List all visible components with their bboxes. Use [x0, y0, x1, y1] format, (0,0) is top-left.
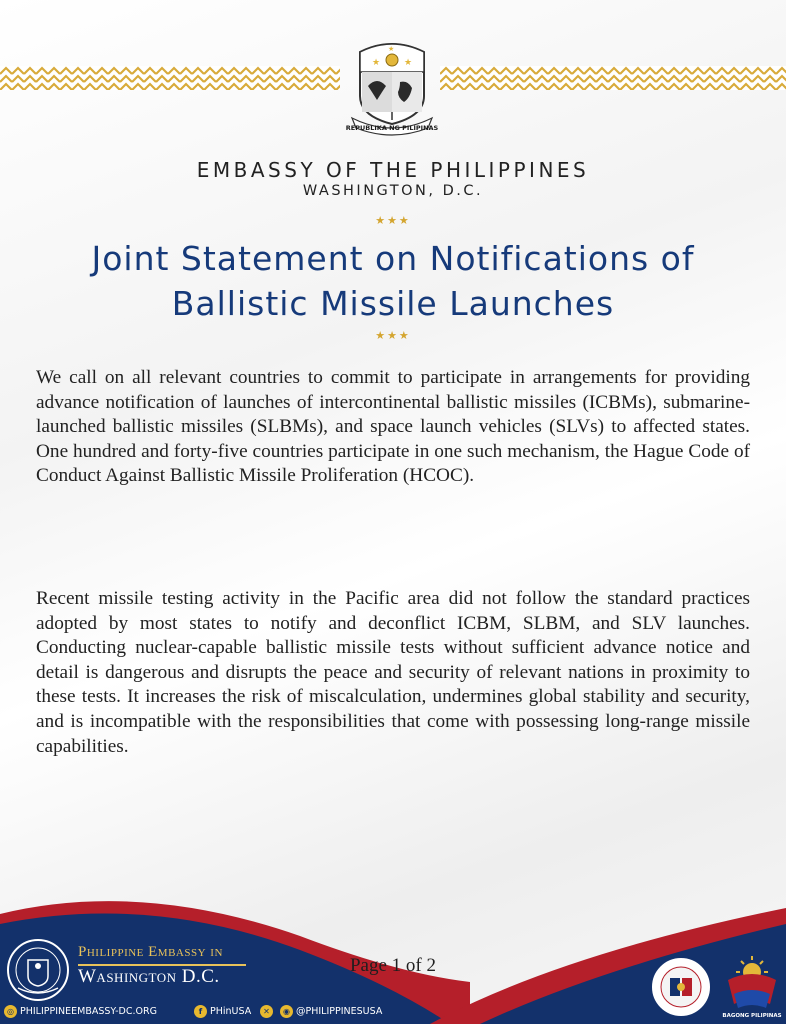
body-paragraph-1: We call on all relevant countries to commit to participate in arrangements for providing advance notification of launches of intercontinental ballistic missiles (ICBMs), submarine-launched ballistic missiles (SLBMs), and space launch vehicles (SLVs) to affected states. One hundred and forty-five countries participate in one such mechanism, the Hague Code of Conduct Against Ballistic Missile Proliferation (HCOC). [36, 367, 750, 487]
svg-text:★: ★ [372, 57, 381, 67]
embassy-seal-icon [6, 938, 70, 1002]
facebook-handle: PHinUSA [210, 1005, 252, 1017]
website-link[interactable] [4, 1003, 157, 1019]
title-line-1: Joint Statement on Notifications of [91, 239, 695, 278]
x-icon: ✕ [260, 1005, 273, 1018]
embassy-name: EMBASSY OF THE PHILIPPINES [196, 158, 590, 182]
bagong-pilipinas-logo [722, 954, 782, 1020]
instagram-icon: ◉ [280, 1005, 293, 1018]
footer-org-line-1: Philippine Embassy in [78, 944, 223, 960]
facebook-icon: f [194, 1005, 207, 1018]
philippine-seal-icon [346, 38, 438, 136]
bagong-pilipinas-text: BAGONG PILIPINAS [722, 1013, 782, 1019]
footer-org-line-2: Washington D.C. [78, 966, 220, 987]
stars-divider-bottom: ★★★ [375, 329, 411, 342]
document-title [20, 236, 766, 326]
globe-icon: ◎ [4, 1005, 17, 1018]
website-text: PHILIPPINEEMBASSY-DC.ORG [20, 1005, 157, 1017]
embassy-city: WASHINGTON, D.C. [302, 183, 484, 199]
facebook-link[interactable] [194, 1003, 251, 1019]
instagram-handle: @PHILIPPINESUSA [296, 1005, 383, 1017]
title-line-2: Ballistic Missile Launches [171, 284, 615, 323]
diplomatic-relations-anniversary-icon [650, 956, 712, 1018]
svg-text:★: ★ [404, 57, 413, 67]
page-number: Page 1 of 2 [349, 955, 437, 976]
seal-ribbon-text: REPUBLIKA NG PILIPINAS [346, 124, 438, 132]
body-paragraph-2: Recent missile testing activity in the Pacific area did not follow the standard practices adopted by most states to notify and deconflict ICBM, SLBM, and SLV launches. Conducting nuclear-capable ballistic missile tests without sufficient advance notice and detail is dangerous and disrupts the peace and security of relevant nations in proximity to these tests. It increases the risk of miscalculation, undermines global stability and security, and is incompatible with the responsibilities that come with possessing long-range missile capabilities. [36, 588, 750, 757]
stars-divider-top: ★★★ [375, 214, 411, 227]
x-link[interactable] [260, 1003, 276, 1019]
instagram-link[interactable] [280, 1003, 382, 1019]
gold-ornament-band-left [0, 66, 340, 90]
svg-text:★: ★ [388, 45, 395, 53]
gold-ornament-band-right [440, 66, 786, 90]
